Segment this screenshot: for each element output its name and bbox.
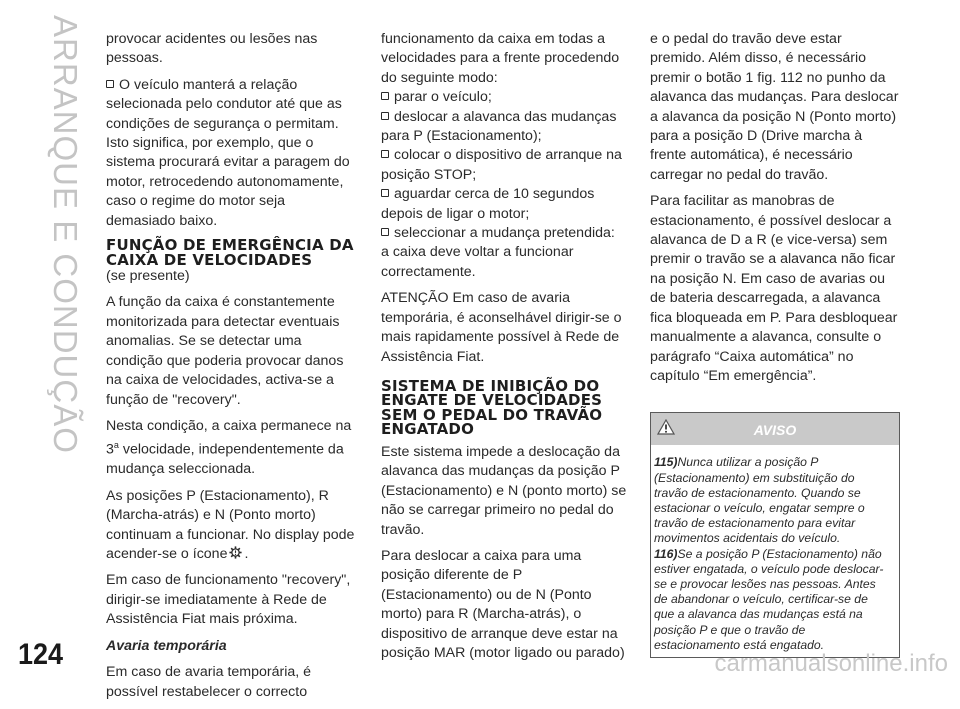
list-item [381,108,633,147]
chapter-side-title [0,0,96,454]
paragraph: ATENÇÃO Em caso de avaria temporária, é aconselhável dirigir-se o mais rapidamente possível à Rede de Assistência Fiat. [381,290,622,365]
paragraph: funcionamento da caixa em todas a velocidades para a frente procedendo do seguinte modo: [381,31,620,86]
warning-item [654,547,889,653]
warning-text: Se a posição P (Estacionamento) não estiver engatada, o veículo pode deslocar-se e provocar lesões nas pessoas. Antes de abandonar o veículo, certificar-se de que a alavanca das mudanças está na posição P e que o travão de estacionamento está engatado. [654,546,884,652]
page-number: 124 [18,638,64,671]
paragraph [106,487,358,565]
text: As posições P (Estacionamento), R (Marcha-atrás) e N (Ponto morto) continuam a funcionar. No display pode acender-se o ícone [106,487,355,563]
checkbox-bullet-icon [381,228,389,236]
warning-number: 116) [654,546,678,561]
warning-header [651,413,899,445]
chapter-side-title-text: ARRANQUE E CONDUÇÃO [47,15,84,454]
list-item-text: colocar o dispositivo de arranque na posição STOP; [381,147,622,183]
column-3 [650,30,900,658]
checkbox-bullet-icon [106,80,114,88]
paragraph: Em caso de funcionamento "recovery", dirigir-se imediatamente à Rede de Assistência Fiat mais próxima. [106,572,351,628]
warning-text: Nunca utilizar a posição P (Estacionamento) em substituição do travão de estacionamento. Quando se estacionar o veículo, engatar sempre o travão de estacionamento para evitar movimentos acidentais do veículo. [654,455,865,546]
text: Nesta condição, a caixa permanece na 3 [106,417,352,459]
warning-box [650,412,900,658]
paragraph: Para facilitar as manobras de estacionamento, é possível deslocar a alavanca de D a R (e vice-versa) sem premir o travão se a alavanca não ficar na posição N. Em caso de avarias ou de bateria descarregada, a alavanca fica bloqueada em P. Para desbloquear manualmente a alavanca, consulte o parágrafo “Caixa automática” no capítulo “Em emergência”. [650,193,898,384]
subheading-temporary-fault: Avaria temporária [106,637,227,654]
paragraph: a caixa deve voltar a funcionar correctamente. [381,244,574,280]
bullet-text: O veículo manterá a relação selecionada pelo condutor até que as condições de segurança o permitam. Isto significa, por exemplo, que o sistema procurará evitar a paragem do motor, retrocedendo autonomamente, caso o regime do motor seja demasiado baixo. [106,76,350,229]
warning-item [654,455,889,546]
checkbox-bullet-icon [381,189,389,197]
bullet-paragraph [106,76,358,231]
paragraph: A função da caixa é constantemente monitorizada para detectar eventuais anomalias. Se se detectar uma condição que poderia provocar danos na caixa de velocidades, activa-se a função de "recovery". [106,294,344,408]
column-1 [106,30,358,709]
text: velocidade, independentemente da mudança seleccionada. [106,442,344,478]
list-item-text: deslocar a alavanca das mudanças para P (Estacionamento); [381,108,617,145]
column-2 [381,30,633,670]
paragraph: provocar acidentes ou lesões nas pessoas. [106,31,318,67]
section-heading-emergency: FUNÇÃO DE EMERGÊNCIA DA CAIXA DE VELOCIDADES [106,236,354,269]
section-heading-inhibition-system: SISTEMA DE INIBIÇÃO DO ENGATE DE VELOCIDADES SEM O PEDAL DO TRAVÃO ENGATADO [381,376,603,439]
gear-warning-icon [229,546,242,559]
text: . [244,546,249,563]
list-item-text: aguardar cerca de 10 segundos depois de ligar o motor; [381,186,595,222]
paragraph: Este sistema impede a deslocação da alavanca das mudanças da posição P (Estacionamento) e N (ponto morto) se não se carregar primeiro no pedal do travão. [381,443,627,538]
superscript: a [113,440,119,451]
list-item [381,146,633,185]
paragraph: Para deslocar a caixa para uma posição diferente de P (Estacionamento) ou de N (Ponto morto) para R (Marcha-atrás), o dispositivo de arranque deve estar na posição MAR (motor ligado ou parado) [381,547,625,661]
warning-number: 115) [654,455,678,470]
paragraph: e o pedal do travão deve estar premido. Além disso, é necessário premir o botão 1 fig. 112 no punho da alavanca das mudanças. Para deslocar a alavanca da posição N (Ponto morto) para a posição D (Drive marcha à frente automática), é necessário carregar no pedal do travão. [650,31,899,183]
warning-title: AVISO [753,422,797,439]
list-item-text: seleccionar a mudança pretendida: [394,225,615,242]
checkbox-bullet-icon [381,150,389,158]
checkbox-bullet-icon [381,92,389,100]
watermark: carmanualsonline.info [714,650,948,677]
paragraph [106,417,358,480]
section-heading-note: (se presente) [106,268,190,285]
list-item [381,185,633,224]
list-item-text: parar o veículo; [394,89,492,106]
list-item [381,88,633,107]
paragraph: Em caso de avaria temporária, é possível restabelecer o correcto [106,664,312,700]
list-item [381,224,633,243]
checkbox-bullet-icon [381,112,389,120]
warning-body [651,445,899,657]
